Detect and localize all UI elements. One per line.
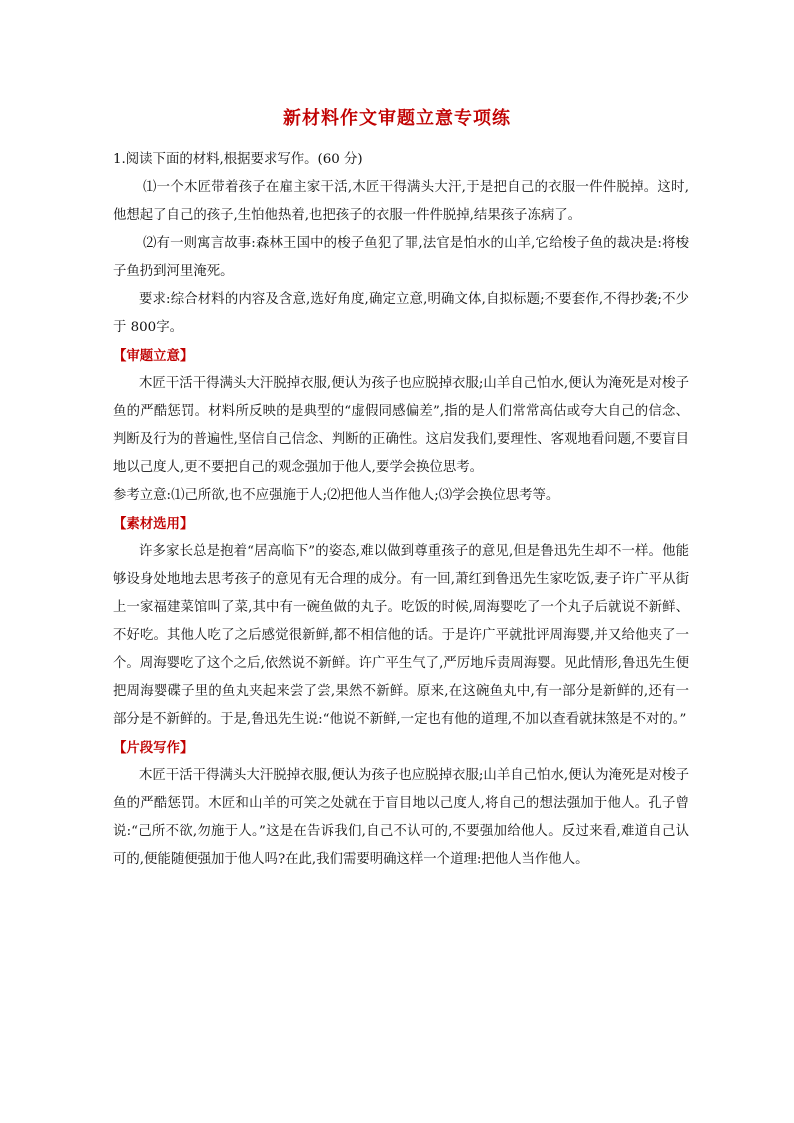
fragment-writing-heading: 【片段写作】	[113, 740, 194, 756]
material-paragraph-2: ⑵有一则寓言故事:森林王国中的梭子鱼犯了罪,法官是怕水的山羊,它给梭子鱼的裁决是:将梭子鱼扔到河里淹死。	[113, 236, 689, 279]
analysis-body: 木匠干活干得满头大汗脱掉衣服,便认为孩子也应脱掉衣服;山羊自己怕水,便认为淹死是对梭子鱼的严酷惩罚。材料所反映的是典型的“虚假同感偏差”,指的是人们常常高估或夸大自己的信念、判断及行为的普遍性,坚信自己信念、判断的正确性。这启发我们,要理性、客观地看问题,不要盲目地以己度人,更不要把自己的观念强加于他人,要学会换位思考。	[113, 376, 689, 475]
reference-ideas: 参考立意:⑴己所欲,也不应强施于人;⑵把他人当作他人;⑶学会换位思考等。	[113, 488, 560, 503]
material-selection-body: 许多家长总是抱着“居高临下”的姿态,难以做到尊重孩子的意见,但是鲁迅先生却不一样。他能够设身处地地去思考孩子的意见有无合理的成分。有一回,萧红到鲁迅先生家吃饭,妻子许广平从街上一家福建菜馆叫了菜,其中有一碗鱼做的丸子。吃饭的时候,周海婴吃了一个丸子后就说不新鲜、不好吃。其他人吃了之后感觉很新鲜,都不相信他的话。于是许广平就批评周海婴,并又给他夹了一个。周海婴吃了这个之后,依然说不新鲜。许广平生气了,严厉地斥责周海婴。见此情形,鲁迅先生便把周海婴碟子里的鱼丸夹起来尝了尝,果然不新鲜。原来,在这碗鱼丸中,有一部分是新鲜的,还有一部分是不新鲜的。于是,鲁迅先生说:“他说不新鲜,一定也有他的道理,不加以查看就抹煞是不对的。”	[113, 544, 689, 727]
document-body	[113, 146, 689, 874]
material-paragraph-1: ⑴一个木匠带着孩子在雇主家干活,木匠干得满头大汗,于是把自己的衣服一件件脱掉。这时,他想起了自己的孩子,生怕他热着,也把孩子的衣服一件件脱掉,结果孩子冻病了。	[113, 180, 689, 223]
requirement-paragraph: 要求:综合材料的内容及含意,选好角度,确定立意,明确文体,自拟标题;不要套作,不得抄袭;不少于 800字。	[113, 292, 689, 335]
question-number-line: 1.阅读下面的材料,根据要求写作。(60 分)	[113, 152, 363, 167]
fragment-writing-body: 木匠干活干得满头大汗脱掉衣服,便认为孩子也应脱掉衣服;山羊自己怕水,便认为淹死是对梭子鱼的严酷惩罚。木匠和山羊的可笑之处就在于盲目地以己度人,将自己的想法强加于他人。孔子曾说:“己所不欲,勿施于人。”这是在告诉我们,自己不认可的,不要强加给他人。反过来看,难道自己认可的,便能随便强加于他人吗?在此,我们需要明确这样一个道理:把他人当作他人。	[113, 768, 689, 867]
material-selection-heading: 【素材选用】	[113, 516, 194, 532]
analysis-heading: 【审题立意】	[113, 348, 194, 364]
page-title: 新材料作文审题立意专项练	[283, 108, 511, 129]
